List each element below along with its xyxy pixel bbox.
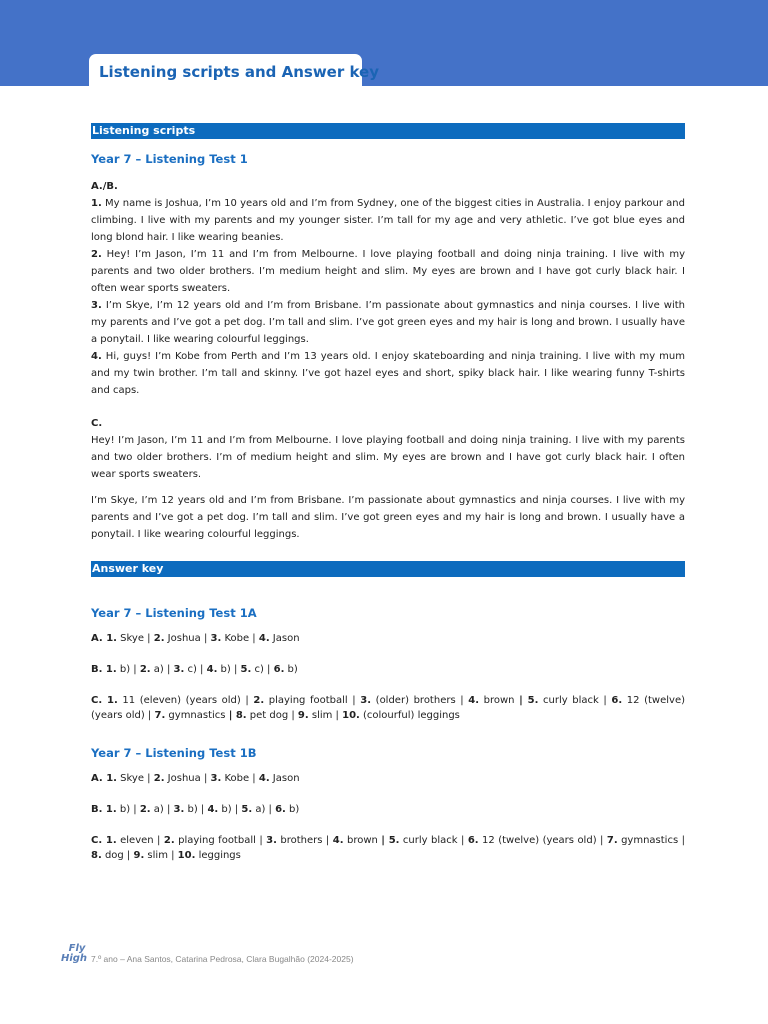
- script-1: 1. My name is Joshua, I’m 10 years old and I’m from Sydney, one of the biggest cities in Australia. I enjoy parkour and climbing. I live with my parents and my younger sister. I’m tall for my age and very athletic. I’ve got blue eyes and long blond hair. I like wearing beanies.: [91, 198, 685, 243]
- ab-label: A./B.: [91, 181, 118, 192]
- test-title: Year 7 – Listening Test 1: [91, 152, 248, 166]
- script-3: 3. I’m Skye, I’m 12 years old and I’m from Brisbane. I’m passionate about gymnastics and ninja courses. I live with my parents and I’ve got a pet dog. I’m tall and slim. I’ve got green eyes and my hair is long and brown. I usually have a ponytail. I like wearing colourful leggings.: [91, 300, 686, 345]
- section-bar-scripts: Listening scripts: [91, 123, 685, 139]
- content: [91, 123, 685, 863]
- title-tab: [89, 54, 379, 90]
- answer-1a-a: A. 1. Skye | 2. Joshua | 3. Kobe | 4. Jason: [91, 633, 300, 644]
- script-4: 4. Hi, guys! I’m Kobe from Perth and I’m 13 years old. I enjoy skateboarding and ninja training. I live with my mum and my twin brother. I’m tall and skinny. I’ve got hazel eyes and short, spiky black hair. I like wearing funny T-shirts and caps.: [91, 351, 685, 396]
- answer-1b-a: A. 1. Skye | 2. Joshua | 3. Kobe | 4. Jason: [91, 773, 300, 784]
- answer-1b-c: C. 1. eleven | 2. playing football | 3. brothers | 4. brown | 5. curly black | 6. 12 (twelve) (years old) | 7. gymnastics | 8. dog | 9. slim | 10. leggings: [91, 835, 685, 861]
- test-1a-title: Year 7 – Listening Test 1A: [91, 606, 257, 620]
- test-1b-title: Year 7 – Listening Test 1B: [91, 746, 257, 760]
- flyhigh-logo: Fly High: [60, 943, 88, 964]
- script-2: 2. Hey! I’m Jason, I’m 11 and I’m from Melbourne. I love playing football and doing ninja training. I live with my parents and two older brothers. I’m medium height and slim. My eyes are brown and I have got curly black hair. I often wear sports sweaters.: [91, 249, 685, 294]
- answer-1b-b: B. 1. b) | 2. a) | 3. b) | 4. b) | 5. a) | 6. b): [91, 804, 300, 815]
- page-title: Listening scripts and Answer key: [99, 63, 379, 81]
- c-label: C.: [91, 418, 103, 429]
- c-paragraph-2: I’m Skye, I’m 12 years old and I’m from Brisbane. I’m passionate about gymnastics and ninja courses. I live with my parents and I’ve got a pet dog. I’m tall and slim. I’ve got green eyes and my hair is long and brown. I usually have a ponytail. I like wearing colourful leggings.: [91, 495, 685, 540]
- answer-1a-b: B. 1. b) | 2. a) | 3. c) | 4. b) | 5. c) | 6. b): [91, 664, 298, 675]
- c-paragraph-1: Hey! I’m Jason, I’m 11 and I’m from Melbourne. I love playing football and doing ninja training. I live with my parents and two older brothers. I’m of medium height and slim. My eyes are brown and I have got curly black hair. I often wear sports sweaters.: [91, 435, 685, 480]
- section-bar-answers: Answer key: [91, 561, 685, 577]
- answer-1a-c: C. 1. 11 (eleven) (years old) | 2. playing football | 3. (older) brothers | 4. brown | 5. curly black | 6. 12 (twelve) (years old) | 7. gymnastics | 8. pet dog | 9. slim | 10. (colourful) leggings: [91, 695, 686, 721]
- footer-credits: 7.º ano – Ana Santos, Catarina Pedrosa, Clara Bugalhão (2024-2025): [91, 954, 354, 964]
